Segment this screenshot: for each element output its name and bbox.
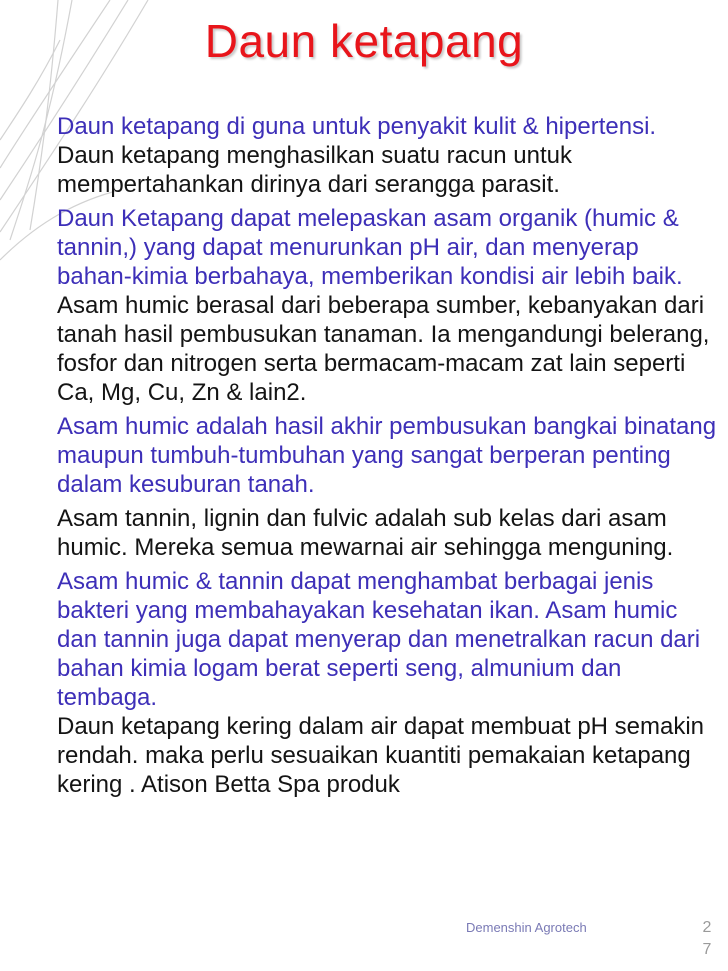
paragraph-2 xyxy=(57,204,717,407)
paragraph-4 xyxy=(57,504,717,562)
slide-body xyxy=(57,112,717,804)
paragraph-1-dark-text: Daun ketapang menghasilkan suatu racun untuk mempertahankan dirinya dari serangga parasit. xyxy=(57,142,573,198)
paragraph-5-blue-text: Asam humic & tannin dapat menghambat berbagai jenis bakteri yang membahayakan kesehatan ikan. Asam humic dan tannin juga dapat menyerap dan menetralkan racun dari bahan kimia logam berat seperti seng, almunium dan tembaga. xyxy=(57,568,701,711)
paragraph-2-blue-text: Daun Ketapang dapat melepaskan asam organik (humic & tannin,) yang dapat menurunkan pH air, dan menyerap bahan-kimia berbahaya, memberikan kondisi air lebih baik. xyxy=(57,205,683,290)
paragraph-2-dark-text: Asam humic berasal dari beberapa sumber, kebanyakan dari tanah hasil pembusukan tanaman. Ia mengandungi belerang, fosfor dan nitrogen serta bermacam-macam zat lain seperti Ca, Mg, Cu, Zn & lain2. xyxy=(57,292,710,406)
paragraph-3 xyxy=(57,412,717,499)
footer-company-name: Demenshin Agrotech xyxy=(466,920,587,935)
paragraph-4-dark-text: Asam tannin, lignin dan fulvic adalah sub kelas dari asam humic. Mereka semua mewarnai air sehingga menguning. xyxy=(57,505,674,561)
page-number: 2 7 xyxy=(702,919,712,958)
paragraph-5-dark-text: Daun ketapang kering dalam air dapat membuat pH semakin rendah. maka perlu sesuaikan kuantiti pemakaian ketapang kering . Atison Betta Spa produk xyxy=(57,713,705,798)
paragraph-5 xyxy=(57,567,717,799)
paragraph-1 xyxy=(57,112,717,199)
paragraph-1-blue-text: Daun ketapang di guna untuk penyakit kulit & hipertensi. xyxy=(57,113,657,140)
paragraph-3-blue-text: Asam humic adalah hasil akhir pembusukan bangkai binatang maupun tumbuh-tumbuhan yang sangat berperan penting dalam kesuburan tanah. xyxy=(57,413,717,498)
slide-title: Daun ketapang xyxy=(204,15,524,67)
